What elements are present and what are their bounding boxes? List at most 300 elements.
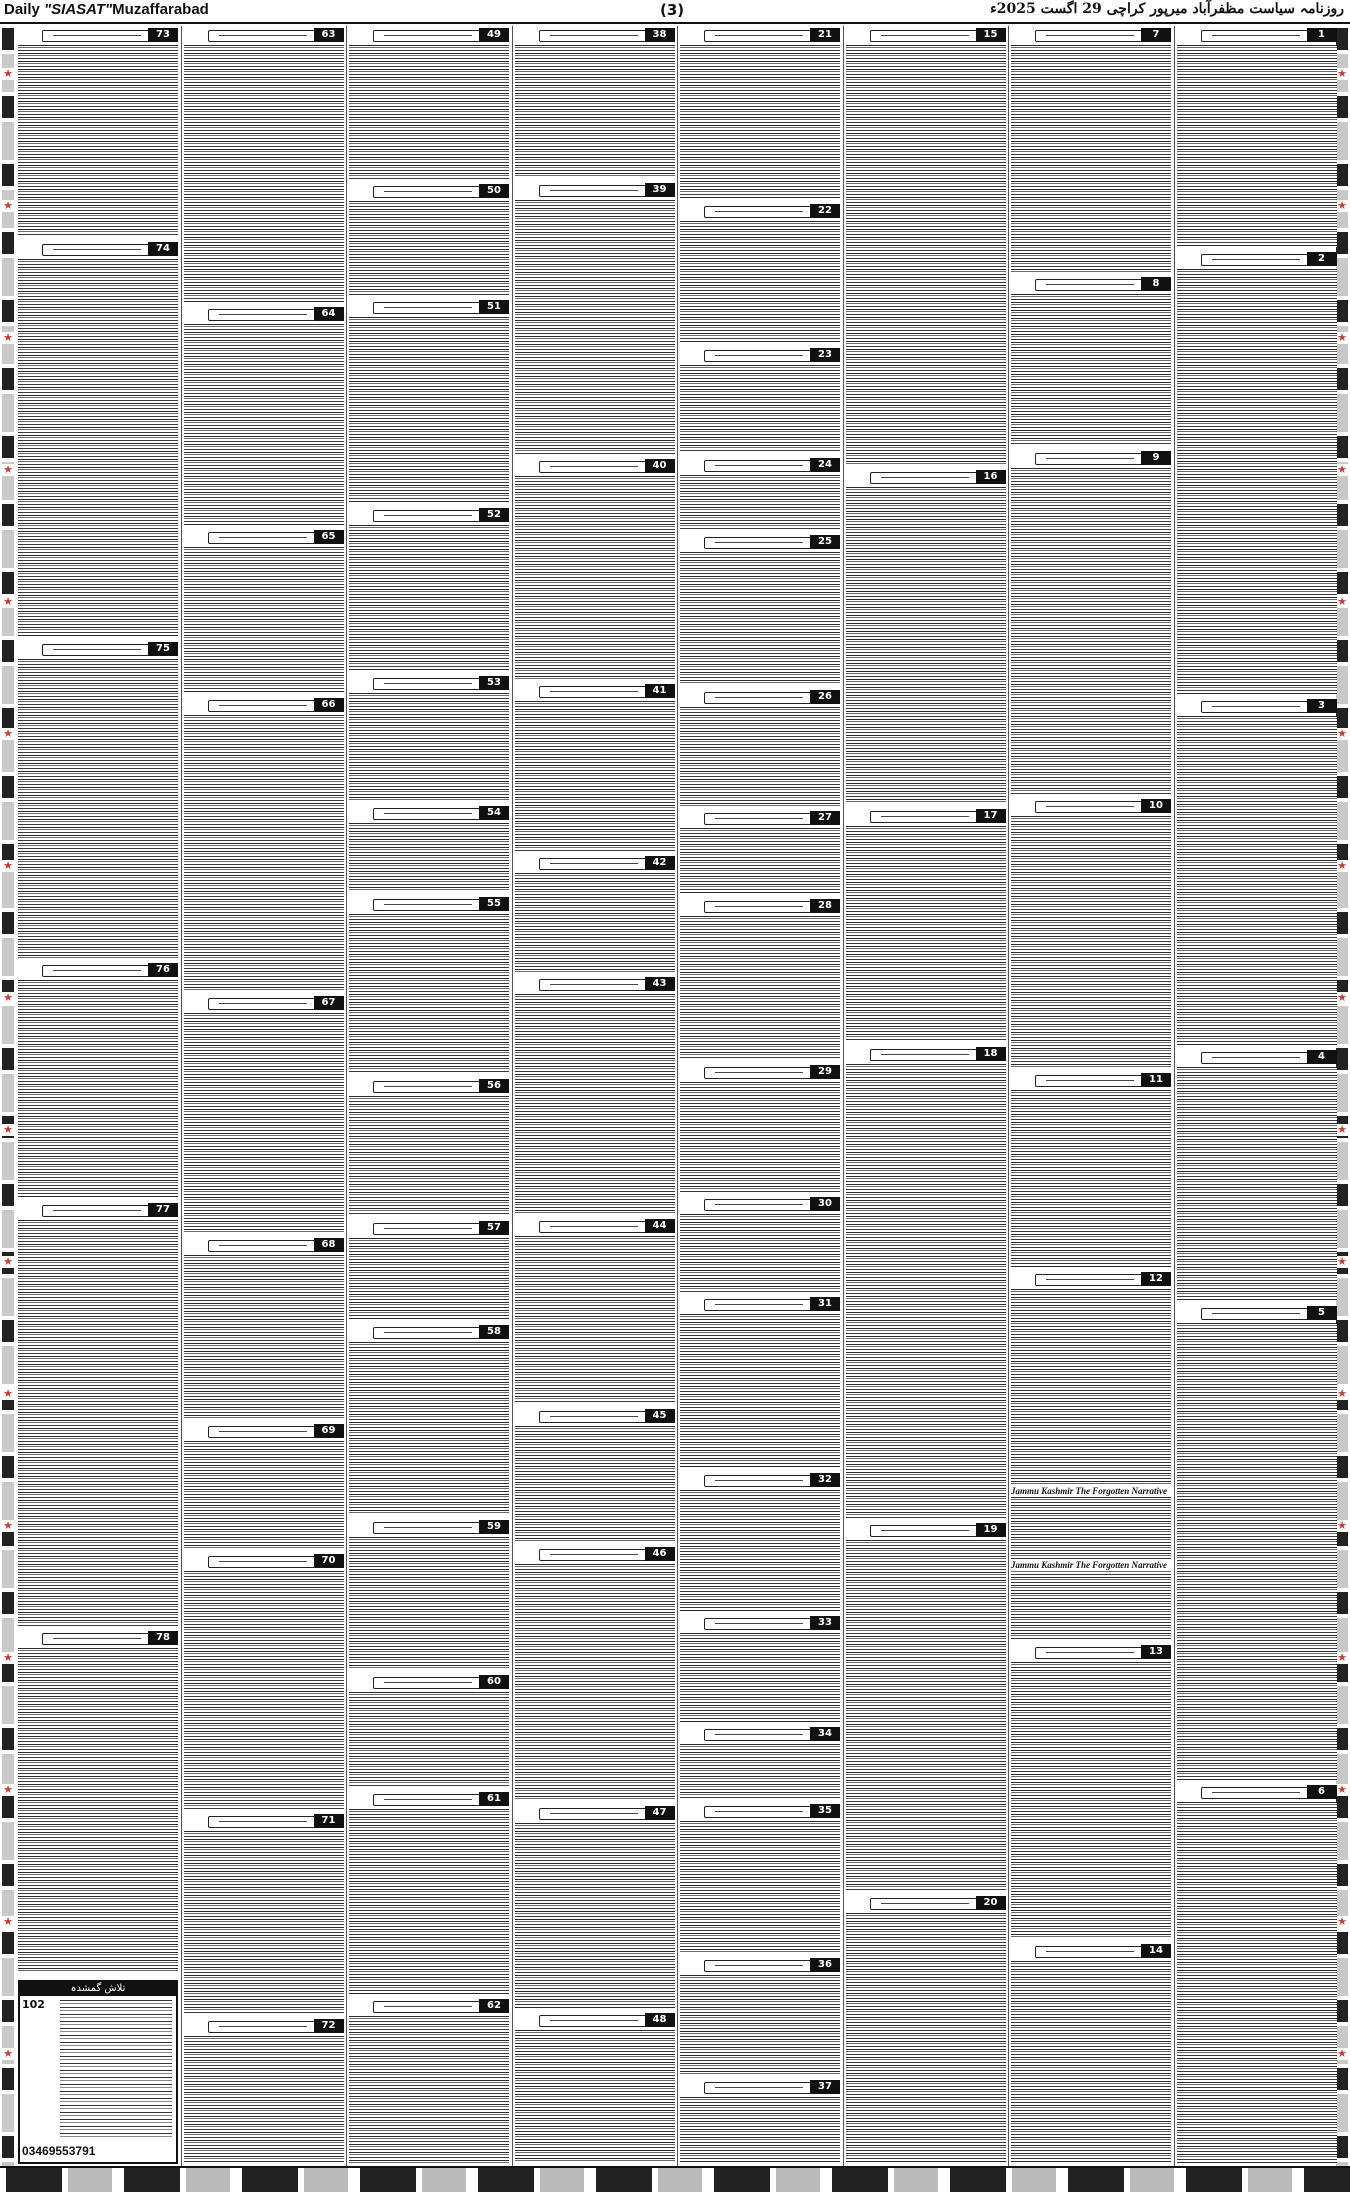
ad-text (349, 201, 509, 296)
classified-ad (678, 1956, 842, 2077)
classified-ad (678, 26, 842, 202)
siasat-logo-icon (1035, 1647, 1145, 1659)
ad-text (1177, 716, 1337, 1045)
ad-text (515, 1426, 675, 1542)
siasat-logo-icon (870, 811, 980, 823)
ad-header (1177, 1306, 1337, 1320)
ad-number: 77 (148, 1203, 178, 1217)
ad-number: 40 (645, 459, 675, 473)
ad-text (1011, 1289, 1171, 1640)
classified-ad (513, 1545, 677, 1804)
siasat-logo-icon (704, 901, 814, 913)
siasat-logo-icon (42, 1205, 152, 1217)
classified-ad (513, 854, 677, 975)
ad-number: 25 (810, 535, 840, 549)
siasat-logo-icon (1035, 801, 1145, 813)
ad-number: 21 (810, 28, 840, 42)
ad-number: 65 (314, 530, 344, 544)
ad-number: 45 (645, 1409, 675, 1423)
ad-header (349, 897, 509, 911)
ad-header (349, 300, 509, 314)
siasat-logo-icon (373, 30, 483, 42)
ad-text (515, 994, 675, 1214)
classified-ad (347, 298, 511, 506)
newspaper-city: Muzaffarabad (112, 1, 209, 18)
classified-ad (347, 1673, 511, 1790)
notice-phone: 03469553791 (22, 2144, 96, 2158)
ad-header (515, 1409, 675, 1423)
ad-number: 13 (1141, 1645, 1171, 1659)
classified-ad (513, 682, 677, 855)
ad-text (515, 1236, 675, 1404)
column-rule (677, 26, 678, 2166)
ad-number: 42 (645, 856, 675, 870)
ad-text (184, 1441, 344, 1549)
siasat-logo-icon (208, 1556, 318, 1568)
classified-ad (1175, 26, 1339, 250)
ad-text (680, 828, 840, 894)
column-6 (347, 26, 511, 2166)
column-rule (346, 26, 347, 2166)
star-icon: ★ (3, 199, 13, 212)
siasat-logo-icon (208, 1426, 318, 1438)
ad-number: 16 (976, 470, 1006, 484)
ad-text (1011, 816, 1171, 1068)
ad-text (1011, 1662, 1171, 1939)
siasat-logo-icon (1035, 453, 1145, 465)
classified-ad (513, 1407, 677, 1545)
ad-number: 11 (1141, 1073, 1171, 1087)
ad-text (349, 1096, 509, 1217)
ad-text (846, 487, 1006, 805)
ad-text (18, 980, 178, 1198)
siasat-logo-icon (539, 461, 649, 473)
star-icon: ★ (1337, 2047, 1347, 2060)
column-3 (844, 26, 1008, 2166)
classified-ad (844, 1894, 1008, 2166)
siasat-logo-icon (1201, 30, 1311, 42)
notice-title: تلاش گمشدہ (20, 1982, 176, 1996)
classified-ad (844, 26, 1008, 468)
ad-header (18, 642, 178, 656)
ad-header (18, 242, 178, 256)
ad-header (184, 1424, 344, 1438)
ad-number: 48 (645, 2013, 675, 2027)
ad-text (349, 693, 509, 801)
classified-ad (678, 1614, 842, 1724)
ad-number: 3 (1307, 699, 1337, 713)
ad-header (846, 809, 1006, 823)
siasat-logo-icon (1035, 30, 1145, 42)
ad-number: 44 (645, 1219, 675, 1233)
ad-number: 60 (479, 1675, 509, 1689)
ad-text (18, 1648, 178, 1973)
ad-number: 7 (1141, 28, 1171, 42)
ad-number: 15 (976, 28, 1006, 42)
siasat-logo-icon (704, 460, 814, 472)
newspaper-name: "SIASAT" (44, 1, 113, 18)
classified-columns (16, 26, 1334, 2166)
ad-text (184, 715, 344, 991)
siasat-logo-icon (704, 1960, 814, 1972)
star-icon: ★ (1337, 1387, 1347, 1400)
ad-text (184, 1013, 344, 1233)
ad-header (846, 470, 1006, 484)
star-icon: ★ (1337, 1123, 1347, 1136)
classified-ad (678, 533, 842, 687)
siasat-logo-icon (1201, 1308, 1311, 1320)
left-border-strip (2, 28, 14, 2168)
siasat-logo-icon (539, 185, 649, 197)
star-icon: ★ (3, 859, 13, 872)
english-title-strip: Jammu Kashmir The Forgotten Narrative (1011, 1486, 1171, 1496)
siasat-logo-icon (373, 510, 483, 522)
ad-text (1011, 1090, 1171, 1267)
classified-ad (1009, 1942, 1173, 2166)
ad-number: 27 (810, 811, 840, 825)
siasat-logo-icon (704, 1806, 814, 1818)
star-icon: ★ (3, 1519, 13, 1532)
classified-ad (1009, 275, 1173, 449)
ad-header (680, 204, 840, 218)
classified-ad (347, 674, 511, 804)
column-4 (678, 26, 842, 2166)
siasat-logo-icon (539, 686, 649, 698)
ad-number: 1 (1307, 28, 1337, 42)
ad-number: 67 (314, 996, 344, 1010)
ad-number: 63 (314, 28, 344, 42)
ad-number: 70 (314, 1554, 344, 1568)
classified-ad (347, 895, 511, 1077)
siasat-logo-icon (373, 1081, 483, 1093)
ad-header (515, 183, 675, 197)
ad-text (349, 1238, 509, 1320)
siasat-logo-icon (704, 30, 814, 42)
ad-header (515, 856, 675, 870)
ad-number: 43 (645, 977, 675, 991)
classified-ad (347, 506, 511, 675)
ad-number: 73 (148, 28, 178, 42)
column-1 (1175, 26, 1339, 2166)
classified-ad (513, 457, 677, 681)
classified-ad (182, 1552, 346, 1813)
ad-text (184, 324, 344, 525)
ad-number: 46 (645, 1547, 675, 1561)
ad-header (349, 1221, 509, 1235)
ad-number: 8 (1141, 277, 1171, 291)
classified-ad (16, 640, 180, 961)
ad-number: 72 (314, 2019, 344, 2033)
ad-header (184, 1238, 344, 1252)
siasat-logo-icon (1035, 1274, 1145, 1286)
ad-number: 53 (479, 676, 509, 690)
siasat-logo-icon (1201, 1787, 1311, 1799)
ad-header (846, 1047, 1006, 1061)
column-2 (1009, 26, 1173, 2166)
column-rule (1008, 26, 1009, 2166)
ad-number: 26 (810, 690, 840, 704)
ad-header (515, 1806, 675, 1820)
ad-header (680, 458, 840, 472)
siasat-logo-icon (539, 30, 649, 42)
ad-text (184, 547, 344, 692)
classified-ad (678, 1802, 842, 1956)
classified-ad (347, 1077, 511, 1220)
siasat-logo-icon (704, 1729, 814, 1741)
ad-text (515, 2030, 675, 2163)
classified-ad (182, 1422, 346, 1552)
siasat-logo-icon (704, 1299, 814, 1311)
ad-header (1011, 1272, 1171, 1286)
star-icon: ★ (3, 1123, 13, 1136)
ad-header (18, 28, 178, 42)
ad-number: 5 (1307, 1306, 1337, 1320)
ad-header (515, 2013, 675, 2027)
ad-text (349, 914, 509, 1074)
star-icon: ★ (3, 595, 13, 608)
siasat-logo-icon (373, 1223, 483, 1235)
classified-ad (1009, 1270, 1173, 1643)
ad-text (680, 1744, 840, 1799)
siasat-logo-icon (704, 350, 814, 362)
siasat-logo-icon (539, 2015, 649, 2027)
ad-number: 36 (810, 1958, 840, 1972)
ad-header (846, 28, 1006, 42)
ad-number: 6 (1307, 1785, 1337, 1799)
siasat-logo-icon (704, 1618, 814, 1630)
ad-number: 75 (148, 642, 178, 656)
masthead-prefix: Daily (4, 1, 40, 18)
ad-number: 78 (148, 1631, 178, 1645)
classified-ad (678, 1725, 842, 1802)
classified-ad (347, 1997, 511, 2166)
ad-header (349, 1325, 509, 1339)
ad-text (680, 1633, 840, 1721)
ad-header (349, 1999, 509, 2013)
ad-number: 35 (810, 1804, 840, 1818)
siasat-logo-icon (373, 186, 483, 198)
star-icon: ★ (1337, 199, 1347, 212)
ad-text (349, 1692, 509, 1787)
ad-header (184, 996, 344, 1010)
ad-header (515, 684, 675, 698)
ad-text (1177, 269, 1337, 694)
column-7 (182, 26, 346, 2166)
ad-header (680, 690, 840, 704)
ad-header (846, 1523, 1006, 1537)
classified-ad (678, 456, 842, 533)
ad-header (515, 1219, 675, 1233)
ad-text (349, 1342, 509, 1515)
ad-header (184, 530, 344, 544)
ad-text (1177, 1067, 1337, 1301)
ad-header (184, 307, 344, 321)
star-icon: ★ (1337, 1915, 1347, 1928)
ad-text (680, 45, 840, 199)
ad-number: 52 (479, 508, 509, 522)
ad-text (1011, 468, 1171, 794)
notice-number: 102 (22, 1998, 45, 2011)
ad-text (515, 45, 675, 178)
ad-header (184, 1814, 344, 1828)
ad-number: 62 (479, 1999, 509, 2013)
siasat-logo-icon (373, 1327, 483, 1339)
footer-border-strip (0, 2166, 1350, 2192)
classified-ad (1175, 250, 1339, 697)
ad-header (349, 1792, 509, 1806)
star-icon: ★ (1337, 331, 1347, 344)
siasat-logo-icon (208, 1240, 318, 1252)
siasat-logo-icon (539, 1808, 649, 1820)
star-icon: ★ (3, 1915, 13, 1928)
ad-text (18, 1220, 178, 1625)
siasat-logo-icon (539, 1549, 649, 1561)
ad-header (349, 676, 509, 690)
siasat-logo-icon (1035, 1075, 1145, 1087)
ad-text (349, 45, 509, 179)
siasat-logo-icon (704, 813, 814, 825)
ad-text (1011, 294, 1171, 446)
ad-text (680, 916, 840, 1059)
classified-ad (678, 346, 842, 456)
ad-header (1011, 1073, 1171, 1087)
siasat-logo-icon (1035, 1946, 1145, 1958)
star-icon: ★ (3, 331, 13, 344)
classified-ad (182, 26, 346, 305)
siasat-logo-icon (208, 532, 318, 544)
classified-ad (678, 2078, 842, 2166)
ad-header (680, 1297, 840, 1311)
ad-number: 55 (479, 897, 509, 911)
siasat-logo-icon (208, 309, 318, 321)
ad-header (184, 2019, 344, 2033)
ad-number: 2 (1307, 252, 1337, 266)
masthead-date-line: روزنامہ سیاست مظفرآباد میرپور کراچی 29 اگست 2025ء (990, 1, 1344, 17)
column-rule (512, 26, 513, 2166)
classified-ad (182, 528, 346, 695)
ad-header (1011, 451, 1171, 465)
page-number: (3) (660, 1, 685, 19)
ad-number: 12 (1141, 1272, 1171, 1286)
ad-header (18, 1631, 178, 1645)
ad-text (18, 259, 178, 638)
classified-ad (347, 1219, 511, 1323)
star-icon: ★ (1337, 1783, 1347, 1796)
column-5 (513, 26, 677, 2166)
classified-ad (347, 804, 511, 895)
ad-text (349, 823, 509, 892)
ad-text (846, 1540, 1006, 1892)
ad-text (515, 701, 675, 852)
ad-number: 22 (810, 204, 840, 218)
ad-text (515, 1823, 675, 2008)
star-icon: ★ (3, 2047, 13, 2060)
ad-number: 14 (1141, 1944, 1171, 1958)
classified-ad (513, 2011, 677, 2166)
classified-ad (16, 1201, 180, 1628)
classified-ad (678, 809, 842, 897)
ad-header (680, 28, 840, 42)
siasat-logo-icon (42, 244, 152, 256)
ad-header (1177, 699, 1337, 713)
ad-number: 57 (479, 1221, 509, 1235)
ad-number: 30 (810, 1197, 840, 1211)
classified-ad (844, 1045, 1008, 1521)
classified-ad (182, 305, 346, 528)
ad-text (680, 365, 840, 453)
ad-header (184, 1554, 344, 1568)
ad-text (846, 826, 1006, 1042)
ad-number: 37 (810, 2080, 840, 2094)
ad-number: 24 (810, 458, 840, 472)
ad-number: 59 (479, 1520, 509, 1534)
ad-number: 18 (976, 1047, 1006, 1061)
ad-number: 76 (148, 963, 178, 977)
star-icon: ★ (3, 1651, 13, 1664)
ad-number: 34 (810, 1727, 840, 1741)
ad-text (680, 707, 840, 806)
ad-header (515, 28, 675, 42)
siasat-logo-icon (1201, 254, 1311, 266)
classified-ad (844, 1521, 1008, 1895)
classified-ad (678, 1295, 842, 1471)
ad-header (349, 1675, 509, 1689)
ad-text (515, 200, 675, 454)
ad-number: 66 (314, 698, 344, 712)
classified-ad (513, 1804, 677, 2011)
ad-text (1177, 45, 1337, 247)
classified-ad (182, 994, 346, 1236)
column-8 (16, 26, 180, 2166)
classified-ad (844, 468, 1008, 808)
ad-header (680, 535, 840, 549)
ad-header (680, 1473, 840, 1487)
ad-text (184, 1831, 344, 2014)
classified-ad (347, 26, 511, 182)
siasat-logo-icon (208, 30, 318, 42)
ad-text (184, 2036, 344, 2163)
classified-ad (16, 240, 180, 641)
siasat-logo-icon (1201, 701, 1311, 713)
ad-number: 56 (479, 1079, 509, 1093)
column-rule (181, 26, 182, 2166)
classified-ad (182, 696, 346, 994)
ad-header (1177, 252, 1337, 266)
classified-ad (678, 1195, 842, 1294)
ad-text (18, 659, 178, 958)
ad-number: 58 (479, 1325, 509, 1339)
siasat-logo-icon (870, 1898, 980, 1910)
siasat-logo-icon (870, 1049, 980, 1061)
classified-ad (347, 1518, 511, 1674)
siasat-logo-icon (373, 899, 483, 911)
siasat-logo-icon (42, 30, 152, 42)
ad-text (184, 45, 344, 302)
ad-text (680, 1082, 840, 1192)
siasat-logo-icon (42, 1633, 152, 1645)
masthead (0, 0, 1350, 24)
ad-header (680, 348, 840, 362)
ad-text (680, 1821, 840, 1953)
classified-ad (347, 182, 511, 299)
siasat-logo-icon (539, 1411, 649, 1423)
classified-ad (1175, 1304, 1339, 1783)
siasat-logo-icon (1035, 279, 1145, 291)
classified-ad (16, 26, 180, 240)
ad-header (349, 184, 509, 198)
classified-ad (182, 1812, 346, 2017)
siasat-logo-icon (870, 472, 980, 484)
